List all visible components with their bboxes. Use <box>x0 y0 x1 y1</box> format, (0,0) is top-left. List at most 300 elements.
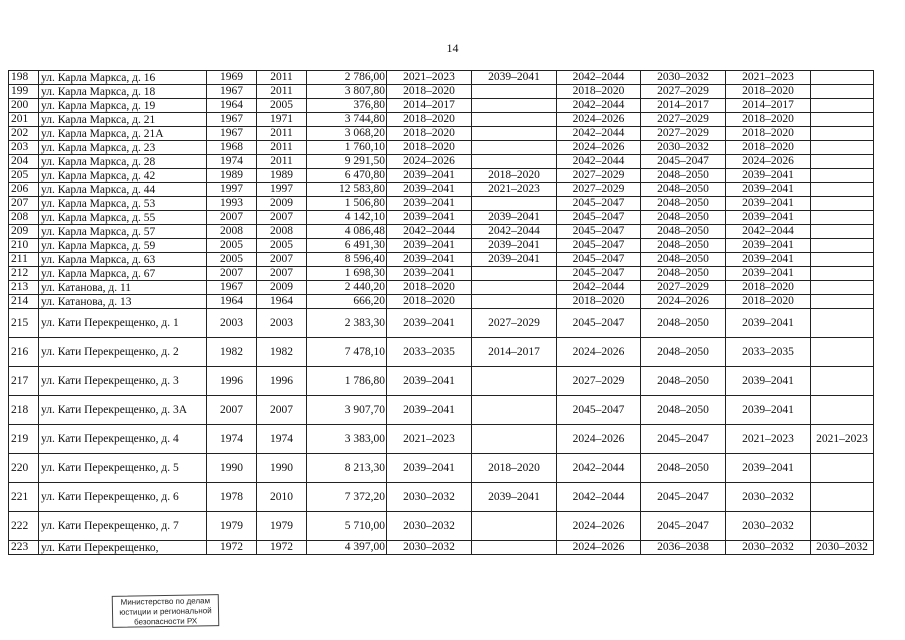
period-cell: 2048–2050 <box>641 211 726 225</box>
period-cell: 2024–2026 <box>557 113 641 127</box>
period-cell: 2021–2023 <box>387 425 472 454</box>
period-cell: 2042–2044 <box>557 454 641 483</box>
row-number: 212 <box>9 267 39 281</box>
table-row <box>9 512 874 541</box>
row-number: 223 <box>9 541 39 555</box>
year-built-cell: 1974 <box>207 425 257 454</box>
period-cell: 2045–2047 <box>557 225 641 239</box>
area-cell: 2 440,20 <box>307 281 387 295</box>
period-cell <box>472 197 557 211</box>
year-built-cell: 1979 <box>207 512 257 541</box>
period-cell <box>811 99 874 113</box>
period-cell: 2033–2035 <box>387 338 472 367</box>
period-cell: 2018–2020 <box>557 295 641 309</box>
address-cell: ул. Карла Маркса, д. 42 <box>39 169 207 183</box>
period-cell <box>472 396 557 425</box>
period-cell: 2048–2050 <box>641 338 726 367</box>
period-cell <box>811 396 874 425</box>
period-cell: 2018–2020 <box>387 295 472 309</box>
period-cell: 2045–2047 <box>557 267 641 281</box>
table-row <box>9 253 874 267</box>
table-row <box>9 396 874 425</box>
period-cell: 2024–2026 <box>641 295 726 309</box>
row-number: 204 <box>9 155 39 169</box>
year-cell: 2011 <box>257 141 307 155</box>
address-cell: ул. Карла Маркса, д. 67 <box>39 267 207 281</box>
period-cell <box>811 183 874 197</box>
period-cell: 2018–2020 <box>726 281 811 295</box>
stamp-line: юстиции и региональной <box>119 606 212 617</box>
area-cell: 2 383,30 <box>307 309 387 338</box>
year-cell: 2011 <box>257 155 307 169</box>
year-built-cell: 2005 <box>207 239 257 253</box>
address-cell: ул. Карла Маркса, д. 53 <box>39 197 207 211</box>
address-cell: ул. Карла Маркса, д. 21А <box>39 127 207 141</box>
period-cell <box>472 281 557 295</box>
period-cell: 2018–2020 <box>726 127 811 141</box>
period-cell <box>811 141 874 155</box>
year-built-cell: 1964 <box>207 99 257 113</box>
year-built-cell: 1969 <box>207 71 257 85</box>
year-built-cell: 1974 <box>207 155 257 169</box>
year-built-cell: 2007 <box>207 396 257 425</box>
period-cell: 2027–2029 <box>557 367 641 396</box>
period-cell: 2030–2032 <box>726 483 811 512</box>
area-cell: 3 907,70 <box>307 396 387 425</box>
period-cell: 2042–2044 <box>557 99 641 113</box>
year-cell: 1979 <box>257 512 307 541</box>
period-cell: 2018–2020 <box>387 281 472 295</box>
year-cell: 2011 <box>257 71 307 85</box>
period-cell: 2030–2032 <box>387 512 472 541</box>
area-cell: 3 383,00 <box>307 425 387 454</box>
row-number: 205 <box>9 169 39 183</box>
period-cell <box>472 541 557 555</box>
year-cell: 1990 <box>257 454 307 483</box>
period-cell: 2021–2023 <box>726 71 811 85</box>
period-cell: 2024–2026 <box>726 155 811 169</box>
period-cell: 2048–2050 <box>641 267 726 281</box>
year-built-cell: 1982 <box>207 338 257 367</box>
area-cell: 8 213,30 <box>307 454 387 483</box>
year-built-cell: 2005 <box>207 253 257 267</box>
period-cell: 2027–2029 <box>641 113 726 127</box>
year-built-cell: 1990 <box>207 454 257 483</box>
period-cell: 2018–2020 <box>472 169 557 183</box>
period-cell <box>811 155 874 169</box>
area-cell: 4 142,10 <box>307 211 387 225</box>
period-cell: 2039–2041 <box>726 367 811 396</box>
period-cell: 2039–2041 <box>726 183 811 197</box>
period-cell <box>811 85 874 99</box>
period-cell: 2048–2050 <box>641 169 726 183</box>
year-cell: 2005 <box>257 99 307 113</box>
period-cell <box>472 127 557 141</box>
period-cell <box>811 281 874 295</box>
period-cell <box>811 338 874 367</box>
area-cell: 5 710,00 <box>307 512 387 541</box>
table-row <box>9 113 874 127</box>
area-cell: 3 807,80 <box>307 85 387 99</box>
period-cell <box>811 239 874 253</box>
year-built-cell: 1967 <box>207 113 257 127</box>
period-cell: 2039–2041 <box>387 454 472 483</box>
period-cell <box>472 295 557 309</box>
period-cell: 2018–2020 <box>387 127 472 141</box>
address-cell: ул. Кати Перекрещенко, д. 4 <box>39 425 207 454</box>
period-cell: 2045–2047 <box>641 425 726 454</box>
address-cell: ул. Карла Маркса, д. 18 <box>39 85 207 99</box>
period-cell: 2018–2020 <box>557 85 641 99</box>
period-cell: 2039–2041 <box>387 267 472 281</box>
period-cell: 2021–2023 <box>811 425 874 454</box>
table-row <box>9 141 874 155</box>
area-cell: 4 086,48 <box>307 225 387 239</box>
address-cell: ул. Карла Маркса, д. 19 <box>39 99 207 113</box>
period-cell <box>472 99 557 113</box>
period-cell: 2039–2041 <box>726 309 811 338</box>
period-cell: 2042–2044 <box>557 71 641 85</box>
row-number: 209 <box>9 225 39 239</box>
period-cell <box>811 127 874 141</box>
year-cell: 2007 <box>257 211 307 225</box>
period-cell: 2024–2026 <box>387 155 472 169</box>
row-number: 199 <box>9 85 39 99</box>
period-cell: 2030–2032 <box>726 512 811 541</box>
period-cell: 2024–2026 <box>557 512 641 541</box>
address-cell: ул. Карла Маркса, д. 44 <box>39 183 207 197</box>
period-cell: 2030–2032 <box>387 541 472 555</box>
year-cell: 2009 <box>257 197 307 211</box>
period-cell: 2045–2047 <box>557 396 641 425</box>
period-cell <box>811 309 874 338</box>
row-number: 198 <box>9 71 39 85</box>
year-cell: 1997 <box>257 183 307 197</box>
period-cell: 2027–2029 <box>557 183 641 197</box>
table-row <box>9 367 874 396</box>
row-number: 210 <box>9 239 39 253</box>
address-cell: ул. Кати Перекрещенко, <box>39 541 207 555</box>
area-cell: 1 698,30 <box>307 267 387 281</box>
year-built-cell: 1997 <box>207 183 257 197</box>
period-cell <box>472 113 557 127</box>
row-number: 206 <box>9 183 39 197</box>
period-cell: 2018–2020 <box>726 113 811 127</box>
period-cell: 2048–2050 <box>641 225 726 239</box>
housing-repair-schedule-table <box>8 70 874 555</box>
year-built-cell: 1964 <box>207 295 257 309</box>
area-cell: 2 786,00 <box>307 71 387 85</box>
row-number: 202 <box>9 127 39 141</box>
period-cell: 2045–2047 <box>641 512 726 541</box>
period-cell <box>811 267 874 281</box>
row-number: 208 <box>9 211 39 225</box>
area-cell: 6 470,80 <box>307 169 387 183</box>
period-cell: 2042–2044 <box>557 127 641 141</box>
period-cell: 2039–2041 <box>726 169 811 183</box>
table-row <box>9 454 874 483</box>
table-row <box>9 483 874 512</box>
period-cell: 2018–2020 <box>726 141 811 155</box>
row-number: 214 <box>9 295 39 309</box>
table-row <box>9 99 874 113</box>
year-built-cell: 2003 <box>207 309 257 338</box>
table-row <box>9 239 874 253</box>
period-cell: 2018–2020 <box>387 113 472 127</box>
period-cell: 2027–2029 <box>557 169 641 183</box>
address-cell: ул. Катанова, д. 11 <box>39 281 207 295</box>
period-cell: 2030–2032 <box>811 541 874 555</box>
address-cell: ул. Карла Маркса, д. 55 <box>39 211 207 225</box>
period-cell <box>811 197 874 211</box>
row-number: 213 <box>9 281 39 295</box>
area-cell: 6 491,30 <box>307 239 387 253</box>
year-built-cell: 1972 <box>207 541 257 555</box>
year-built-cell: 1989 <box>207 169 257 183</box>
year-built-cell: 2007 <box>207 211 257 225</box>
period-cell: 2039–2041 <box>387 309 472 338</box>
period-cell: 2039–2041 <box>726 239 811 253</box>
period-cell: 2021–2023 <box>472 183 557 197</box>
period-cell <box>811 253 874 267</box>
row-number: 218 <box>9 396 39 425</box>
area-cell: 3 744,80 <box>307 113 387 127</box>
period-cell: 2042–2044 <box>557 281 641 295</box>
table-row <box>9 183 874 197</box>
area-cell: 666,20 <box>307 295 387 309</box>
address-cell: ул. Кати Перекрещенко, д. 3А <box>39 396 207 425</box>
period-cell <box>811 71 874 85</box>
year-built-cell: 1968 <box>207 141 257 155</box>
year-cell: 1982 <box>257 338 307 367</box>
page-number: 14 <box>446 41 459 55</box>
period-cell: 2039–2041 <box>387 183 472 197</box>
table-body <box>9 71 874 555</box>
area-cell: 376,80 <box>307 99 387 113</box>
period-cell: 2014–2017 <box>387 99 472 113</box>
table-row <box>9 155 874 169</box>
year-cell: 2009 <box>257 281 307 295</box>
period-cell: 2045–2047 <box>557 239 641 253</box>
table-row <box>9 338 874 367</box>
area-cell: 1 786,80 <box>307 367 387 396</box>
period-cell <box>472 155 557 169</box>
period-cell: 2027–2029 <box>641 85 726 99</box>
period-cell: 2048–2050 <box>641 309 726 338</box>
period-cell: 2030–2032 <box>387 483 472 512</box>
period-cell: 2039–2041 <box>472 71 557 85</box>
period-cell <box>811 225 874 239</box>
row-number: 203 <box>9 141 39 155</box>
period-cell <box>472 141 557 155</box>
period-cell: 2045–2047 <box>641 155 726 169</box>
year-cell: 1989 <box>257 169 307 183</box>
period-cell: 2024–2026 <box>557 541 641 555</box>
period-cell: 2039–2041 <box>472 239 557 253</box>
period-cell <box>811 295 874 309</box>
period-cell: 2048–2050 <box>641 367 726 396</box>
period-cell: 2021–2023 <box>387 71 472 85</box>
period-cell: 2030–2032 <box>641 71 726 85</box>
area-cell: 3 068,20 <box>307 127 387 141</box>
area-cell: 8 596,40 <box>307 253 387 267</box>
period-cell <box>472 85 557 99</box>
period-cell: 2042–2044 <box>557 483 641 512</box>
area-cell: 1 506,80 <box>307 197 387 211</box>
period-cell: 2024–2026 <box>557 425 641 454</box>
period-cell: 2039–2041 <box>387 396 472 425</box>
period-cell: 2014–2017 <box>472 338 557 367</box>
row-number: 217 <box>9 367 39 396</box>
stamp-line: безопасности РХ <box>134 616 198 627</box>
period-cell: 2027–2029 <box>641 127 726 141</box>
period-cell: 2036–2038 <box>641 541 726 555</box>
row-number: 219 <box>9 425 39 454</box>
table-row <box>9 225 874 239</box>
period-cell: 2048–2050 <box>641 454 726 483</box>
year-built-cell: 1967 <box>207 85 257 99</box>
address-cell: ул. Кати Перекрещенко, д. 2 <box>39 338 207 367</box>
address-cell: ул. Карла Маркса, д. 63 <box>39 253 207 267</box>
address-cell: ул. Кати Перекрещенко, д. 5 <box>39 454 207 483</box>
year-cell: 2008 <box>257 225 307 239</box>
period-cell: 2024–2026 <box>557 338 641 367</box>
row-number: 215 <box>9 309 39 338</box>
table-row <box>9 211 874 225</box>
period-cell: 2045–2047 <box>557 211 641 225</box>
period-cell: 2045–2047 <box>557 197 641 211</box>
address-cell: ул. Кати Перекрещенко, д. 6 <box>39 483 207 512</box>
period-cell: 2024–2026 <box>557 141 641 155</box>
address-cell: ул. Катанова, д. 13 <box>39 295 207 309</box>
period-cell: 2039–2041 <box>387 169 472 183</box>
year-built-cell: 2007 <box>207 267 257 281</box>
year-built-cell: 1993 <box>207 197 257 211</box>
period-cell: 2045–2047 <box>641 483 726 512</box>
table-row <box>9 309 874 338</box>
address-cell: ул. Кати Перекрещенко, д. 3 <box>39 367 207 396</box>
table-row <box>9 267 874 281</box>
area-cell: 1 760,10 <box>307 141 387 155</box>
table-row <box>9 85 874 99</box>
period-cell: 2042–2044 <box>472 225 557 239</box>
period-cell: 2018–2020 <box>726 295 811 309</box>
period-cell: 2039–2041 <box>472 483 557 512</box>
period-cell: 2039–2041 <box>726 197 811 211</box>
table-row <box>9 197 874 211</box>
table-row <box>9 425 874 454</box>
period-cell: 2042–2044 <box>387 225 472 239</box>
period-cell: 2030–2032 <box>641 141 726 155</box>
period-cell: 2014–2017 <box>726 99 811 113</box>
year-built-cell: 1967 <box>207 281 257 295</box>
row-number: 200 <box>9 99 39 113</box>
row-number: 221 <box>9 483 39 512</box>
period-cell: 2039–2041 <box>387 197 472 211</box>
year-cell: 1996 <box>257 367 307 396</box>
row-number: 201 <box>9 113 39 127</box>
period-cell: 2033–2035 <box>726 338 811 367</box>
year-cell: 2011 <box>257 85 307 99</box>
row-number: 220 <box>9 454 39 483</box>
period-cell: 2045–2047 <box>557 253 641 267</box>
table-row <box>9 169 874 183</box>
year-cell: 2011 <box>257 127 307 141</box>
year-cell: 2005 <box>257 239 307 253</box>
period-cell <box>811 367 874 396</box>
period-cell: 2039–2041 <box>726 211 811 225</box>
address-cell: ул. Карла Маркса, д. 28 <box>39 155 207 169</box>
period-cell <box>472 267 557 281</box>
table-row <box>9 281 874 295</box>
period-cell <box>472 425 557 454</box>
period-cell: 2018–2020 <box>472 454 557 483</box>
address-cell: ул. Карла Маркса, д. 16 <box>39 71 207 85</box>
period-cell: 2039–2041 <box>387 253 472 267</box>
period-cell <box>811 169 874 183</box>
period-cell <box>811 211 874 225</box>
stamp-line: Министерство по делам <box>120 596 211 607</box>
period-cell <box>472 367 557 396</box>
period-cell: 2039–2041 <box>726 454 811 483</box>
address-cell: ул. Карла Маркса, д. 57 <box>39 225 207 239</box>
row-number: 216 <box>9 338 39 367</box>
year-cell: 2007 <box>257 253 307 267</box>
period-cell: 2039–2041 <box>387 239 472 253</box>
period-cell: 2048–2050 <box>641 197 726 211</box>
address-cell: ул. Карла Маркса, д. 21 <box>39 113 207 127</box>
table-row <box>9 295 874 309</box>
address-cell: ул. Карла Маркса, д. 59 <box>39 239 207 253</box>
period-cell <box>811 454 874 483</box>
period-cell: 2039–2041 <box>472 211 557 225</box>
address-cell: ул. Кати Перекрещенко, д. 1 <box>39 309 207 338</box>
row-number: 207 <box>9 197 39 211</box>
area-cell: 7 478,10 <box>307 338 387 367</box>
period-cell: 2030–2032 <box>726 541 811 555</box>
year-built-cell: 1978 <box>207 483 257 512</box>
period-cell: 2048–2050 <box>641 253 726 267</box>
period-cell: 2048–2050 <box>641 239 726 253</box>
area-cell: 4 397,00 <box>307 541 387 555</box>
year-cell: 2007 <box>257 267 307 281</box>
period-cell: 2027–2029 <box>472 309 557 338</box>
table-row <box>9 127 874 141</box>
period-cell: 2039–2041 <box>387 211 472 225</box>
year-cell: 2010 <box>257 483 307 512</box>
period-cell: 2039–2041 <box>726 253 811 267</box>
period-cell: 2039–2041 <box>472 253 557 267</box>
year-cell: 1974 <box>257 425 307 454</box>
table-row <box>9 71 874 85</box>
year-cell: 1972 <box>257 541 307 555</box>
year-built-cell: 2008 <box>207 225 257 239</box>
year-built-cell: 1996 <box>207 367 257 396</box>
year-cell: 2007 <box>257 396 307 425</box>
row-number: 211 <box>9 253 39 267</box>
period-cell: 2014–2017 <box>641 99 726 113</box>
area-cell: 9 291,50 <box>307 155 387 169</box>
period-cell: 2021–2023 <box>726 425 811 454</box>
year-cell: 1971 <box>257 113 307 127</box>
period-cell <box>811 113 874 127</box>
period-cell <box>811 483 874 512</box>
period-cell <box>811 512 874 541</box>
address-cell: ул. Карла Маркса, д. 23 <box>39 141 207 155</box>
year-cell: 1964 <box>257 295 307 309</box>
period-cell: 2018–2020 <box>387 85 472 99</box>
period-cell: 2018–2020 <box>387 141 472 155</box>
